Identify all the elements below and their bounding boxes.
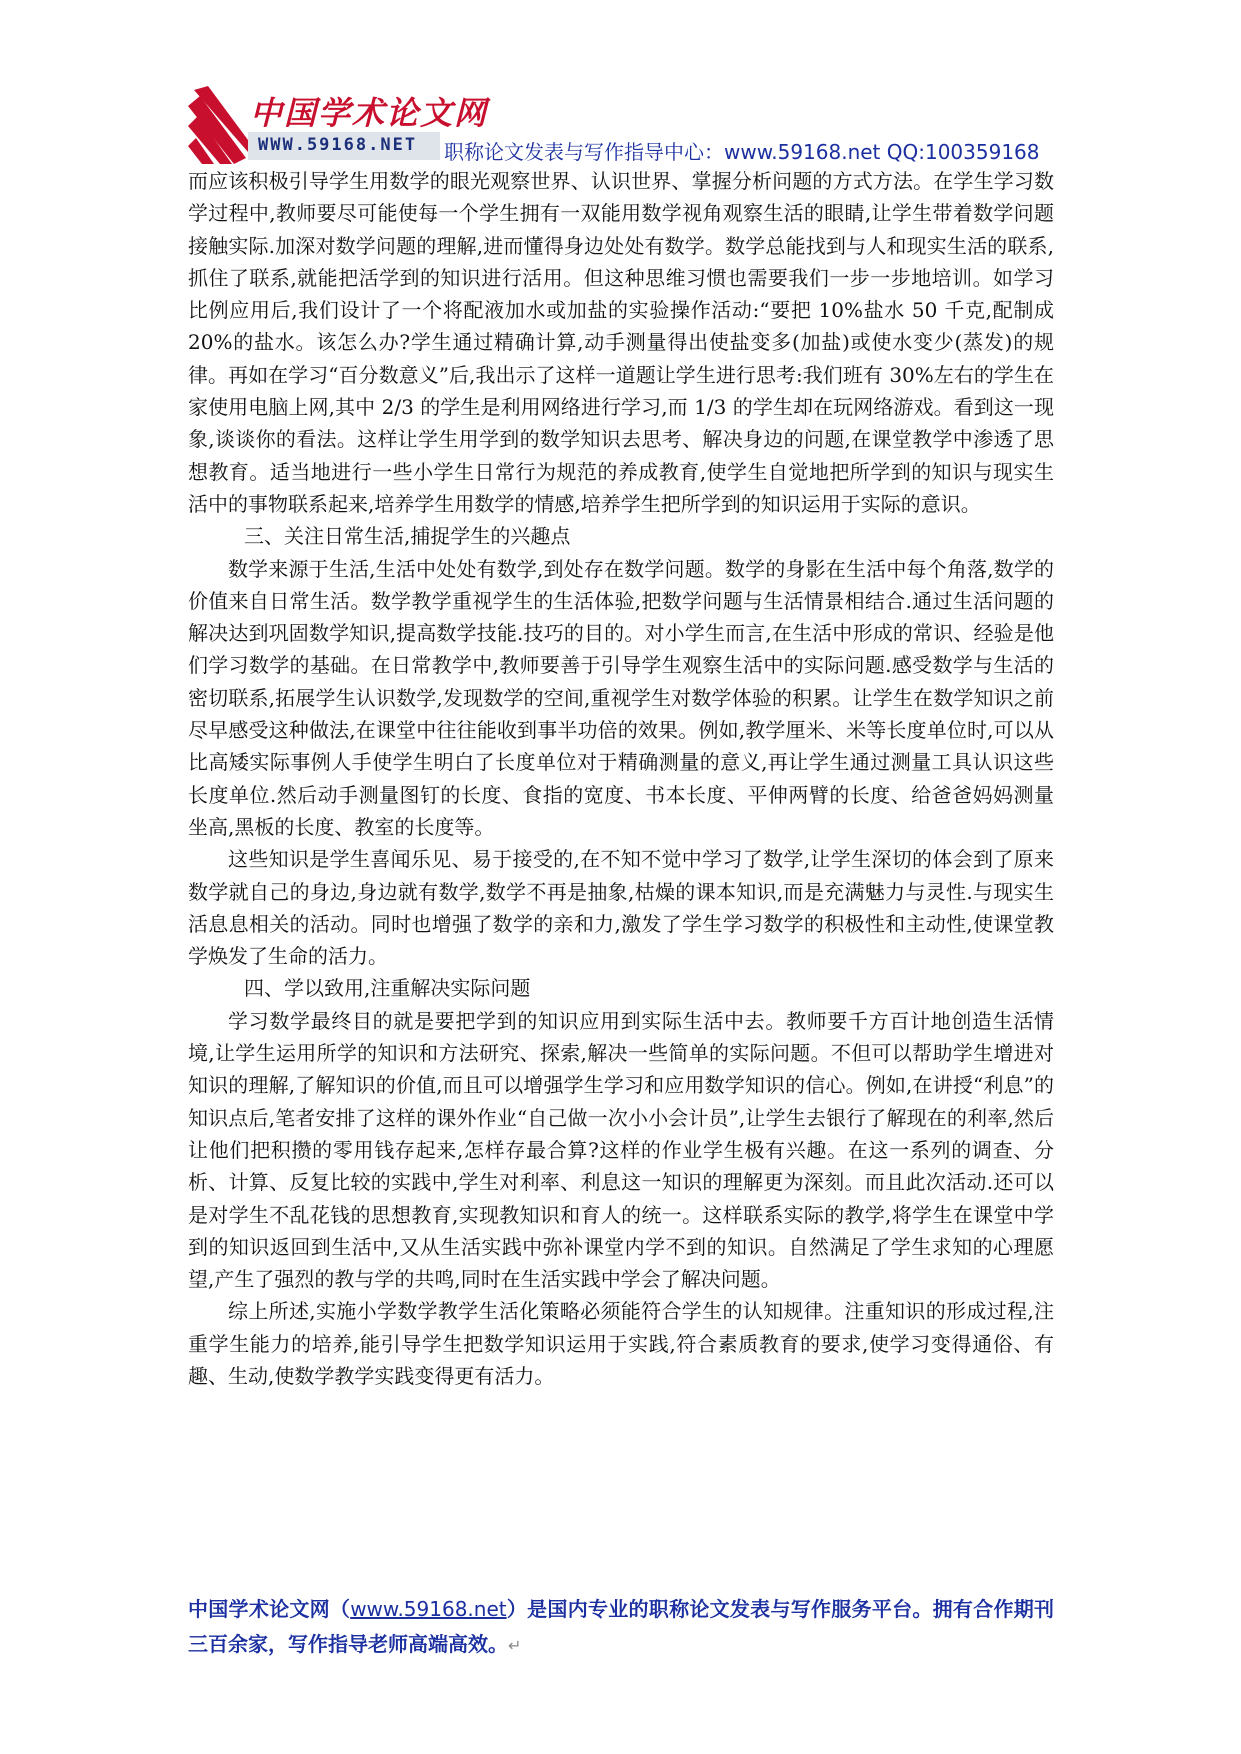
paragraph: 而应该积极引导学生用数学的眼光观察世界、认识世界、掌握分析问题的方式方法。在学生学习数学过程中,教师要尽可能使每一个学生拥有一双能用数学视角观察生活的眼睛,让学生带着数学问题接触实际.加深对数学问题的理解,进而懂得身边处处有数学。数学总能找到与人和现实生活的联系,抓住了联系,就能把活学到的知识进行活用。但这种思维习惯也需要我们一步一步地培训。如学习比例应用后,我们设计了一个将配液加水或加盐的实验操作活动:“要把 10%盐水 50 千克,配制成 20%的盐水。该怎么办?学生通过精确计算,动手测量得出使盐变多(加盐)或使水变少(蒸发)的规律。再如在学习“百分数意义”后,我出示了这样一道题让学生进行思考:我们班有 30%左右的学生在家使用电脑上网,其中 2/3 的学生是利用网络进行学习,而 1/3 的学生却在玩网络游戏。看到这一现象,谈谈你的看法。这样让学生用学到的数学知识去思考、解决身边的问题,在课堂教学中渗透了思想教育。适当地进行一些小学生日常行为规范的养成教育,使学生自觉地把所学到的知识与现实生活中的事物联系起来,培养学生用数学的情感,培养学生把所学到的知识运用于实际的意识。 bbox=[188, 169, 1054, 516]
site-logo bbox=[188, 86, 489, 164]
page-header bbox=[188, 86, 1068, 166]
paragraph: 这些知识是学生喜闻乐见、易于接受的,在不知不觉中学习了数学,让学生深切的体会到了原来数学就自己的身边,身边就有数学,数学不再是抽象,枯燥的课本知识,而是充满魅力与灵性.与现实生活息息相关的活动。同时也增强了数学的亲和力,激发了学生学习数学的积极性和主动性,使课堂教学焕发了生命的活力。 bbox=[188, 847, 1054, 969]
return-mark-icon: ↵ bbox=[508, 1636, 522, 1655]
section-heading: 四、学以致用,注重解决实际问题 bbox=[244, 976, 531, 1001]
page-footer bbox=[188, 1592, 1054, 1663]
article-body bbox=[188, 165, 1054, 1392]
logo-url: WWW.59168.NET bbox=[258, 135, 418, 155]
footer-link[interactable]: www.59168.net bbox=[350, 1597, 507, 1621]
logo-title: 中国学术论文网 bbox=[250, 94, 489, 132]
footer-suffix: ）是国内专业的职称论文发表与写作服务平台。拥有合作期刊三百余家，写作指导老师高端高效。 bbox=[188, 1597, 1055, 1656]
paragraph: 数学来源于生活,生活中处处有数学,到处存在数学问题。数学的身影在生活中每个角落,数学的价值来自日常生活。数学教学重视学生的生活体验,把数学问题与生活情景相结合.通过生活问题的解决达到巩固数学知识,提高数学技能.技巧的目的。对小学生而言,在生活中形成的常识、经验是他们学习数学的基础。在日常教学中,教师要善于引导学生观察生活中的实际问题.感受数学与生活的密切联系,拓展学生认识数学,发现数学的空间,重视学生对数学体验的积累。让学生在数学知识之前尽早感受这种做法,在课堂中往往能收到事半功倍的效果。例如,教学厘米、米等长度单位时,可以从比高矮实际事例人手使学生明白了长度单位对于精确测量的意义,再让学生通过测量工具认识这些长度单位.然后动手测量图钉的长度、食指的宽度、书本长度、平伸两臂的长度、给爸爸妈妈测量坐高,黑板的长度、教室的长度等。 bbox=[188, 556, 1054, 839]
paragraph: 综上所述,实施小学数学教学生活化策略必须能符合学生的认知规律。注重知识的形成过程,注重学生能力的培养,能引导学生把数学知识运用于实践,符合素质教育的要求,使学习变得通俗、有趣、生动,使数学教学实践变得更有活力。 bbox=[188, 1299, 1054, 1388]
footer-text bbox=[188, 1592, 1054, 1663]
paragraph: 学习数学最终目的就是要把学到的知识应用到实际生活中去。教师要千方百计地创造生活情境,让学生运用所学的知识和方法研究、探索,解决一些简单的实际问题。不但可以帮助学生增进对知识的理解,了解知识的价值,而且可以增强学生学习和应用数学知识的信心。例如,在讲授“利息”的知识点后,笔者安排了这样的课外作业“自己做一次小小会计员”,让学生去银行了解现在的利率,然后让他们把积攒的零用钱存起来,怎样存最合算?这样的作业学生极有兴趣。在这一系列的调查、分析、计算、反复比较的实践中,学生对利率、利息这一知识的理解更为深刻。而且此次活动.还可以是对学生不乱花钱的思想教育,实现教知识和育人的统一。这样联系实际的教学,将学生在课堂中学到的知识返回到生活中,又从生活实践中弥补课堂内学不到的知识。自然满足了学生求知的心理愿望,产生了强烈的教与学的共鸣,同时在生活实践中学会了解决问题。 bbox=[188, 1008, 1054, 1292]
header-contact-line: 职称论文发表与写作指导中心：www.59168.net QQ:100359168 bbox=[444, 140, 1040, 164]
section-heading: 三、关注日常生活,捕捉学生的兴趣点 bbox=[244, 524, 571, 549]
footer-prefix: 中国学术论文网（ bbox=[188, 1597, 351, 1621]
